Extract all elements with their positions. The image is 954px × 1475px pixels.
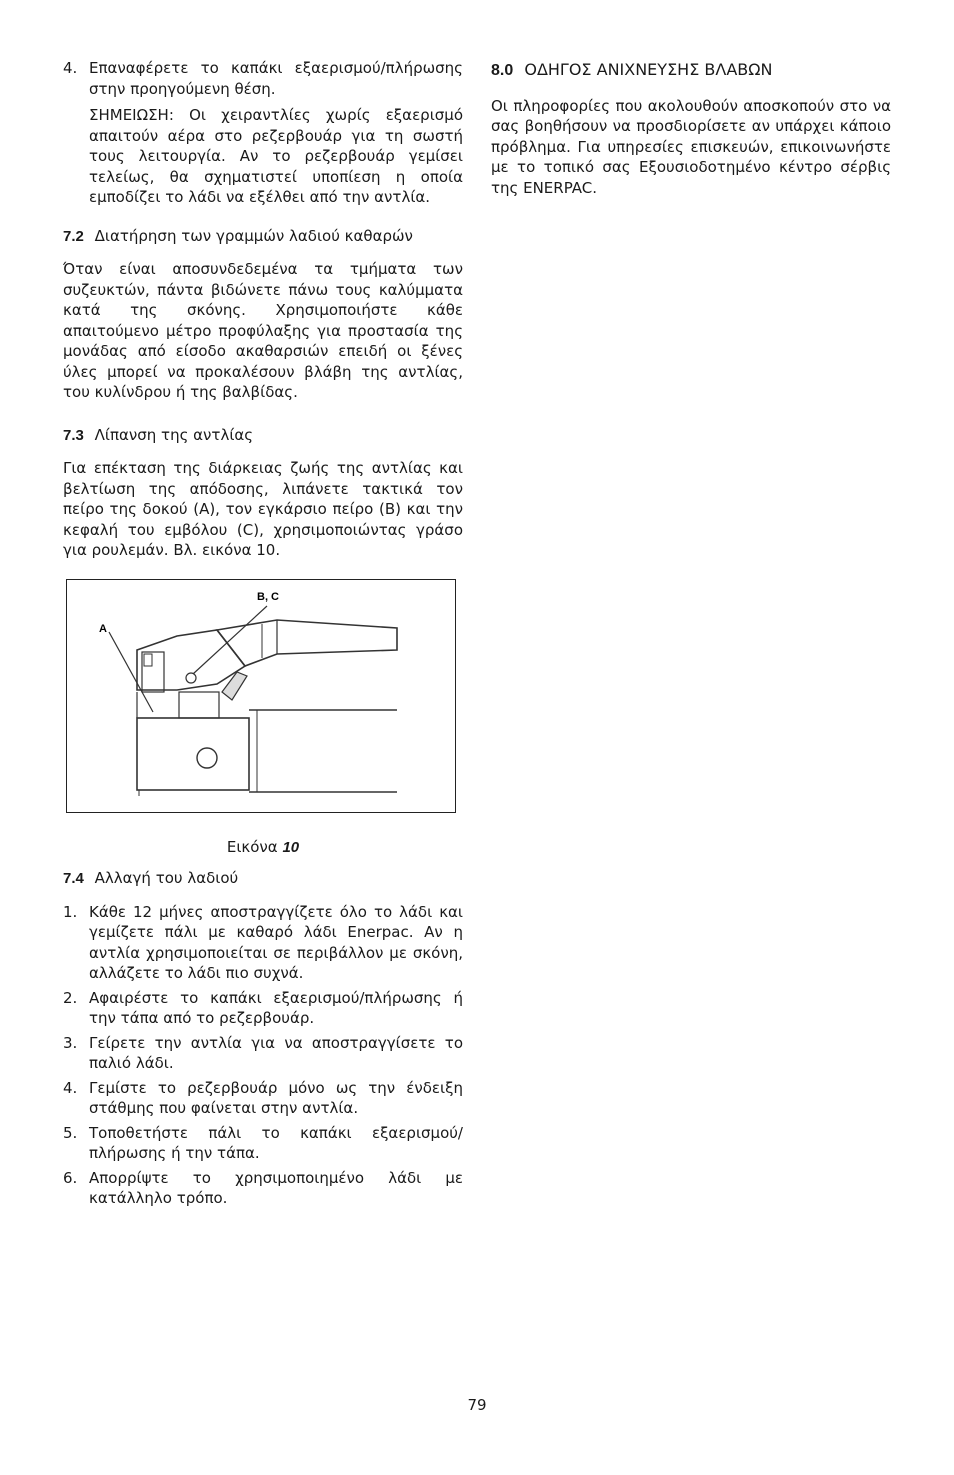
list-item bbox=[63, 58, 463, 99]
section-number: 7.3 bbox=[63, 426, 84, 444]
caption-prefix: Εικόνα bbox=[226, 837, 278, 856]
list-item bbox=[63, 1033, 463, 1074]
list-item-number: 1. bbox=[63, 902, 78, 921]
list-item bbox=[63, 1078, 463, 1119]
list-item-text: Γεμίστε το ρεζερβουάρ μόνο ως την ένδειξη στάθμης που φαίνεται στην αντλία. bbox=[89, 1078, 463, 1117]
list-item-text: Τοποθετήστε πάλι το καπάκι εξαερισμού/πλήρωσης ή την τάπα. bbox=[89, 1123, 463, 1162]
list-item-text: Αφαιρέστε το καπάκι εξαερισμού/πλήρωσης ή την τάπα από το ρεζερβουάρ. bbox=[89, 988, 463, 1027]
pump-illustration bbox=[67, 580, 455, 812]
section-number: 7.4 bbox=[63, 870, 84, 887]
list-item-text: Κάθε 12 μήνες αποστραγγίζετε όλο το λάδι και γεμίζετε πάλι με καθαρό λάδι Enerpac. Αν η αντλία χρησιμοποιείται σε περιβάλλον με σκόνη, αλλάζετε το λάδι πιο συχνά. bbox=[89, 902, 463, 982]
list-item-number: 4. bbox=[63, 1078, 78, 1097]
section-heading-8-0 bbox=[491, 60, 891, 82]
figure-label-bc: B, C bbox=[257, 590, 279, 603]
section-body-7-3: Για επέκταση της διάρκειας ζωής της αντλίας και βελτίωση της απόδοσης, λιπάνετε τακτικά τον πείρο της δοκού (A), τον εγκάρσιο πείρο (B) και την κεφαλή του εμβόλου (C), χρησιμοποιώντας γράσο για ρουλεμάν. Βλ. εικόνα 10. bbox=[63, 459, 463, 559]
list-item-number: 6. bbox=[63, 1168, 78, 1187]
right-column bbox=[491, 58, 891, 198]
list-item-text: Γείρετε την αντλία για να αποστραγγίσετε το παλιό λάδι. bbox=[89, 1033, 463, 1072]
label-bc-leader bbox=[193, 606, 267, 674]
figure-10-pump-diagram bbox=[66, 579, 456, 813]
list-item-number: 5. bbox=[63, 1123, 78, 1142]
pump-lever bbox=[222, 672, 247, 700]
section-title: Αλλαγή του λαδιού bbox=[94, 869, 239, 887]
section-number: 7.2 bbox=[63, 227, 84, 245]
list-item-number: 3. bbox=[63, 1033, 78, 1052]
caption-number: 10 bbox=[282, 838, 300, 856]
pump-head bbox=[137, 630, 245, 690]
list-item-text: Επαναφέρετε το καπάκι εξαερισμού/πλήρωσης στην προηγούμενη θέση. bbox=[89, 59, 463, 98]
note-paragraph: ΣΗΜΕΙΩΣΗ: Οι χειραντλίες χωρίς εξαερισμό απαιτούν αέρα στο ρεζερβουάρ για τη σωστή τους λειτουργία. Αν το ρεζερβουάρ γεμίσει τελείως, θα σχηματιστεί υποπίεση η οποία εμποδίζει το λάδι να εξέλθει από την αντλία. bbox=[89, 106, 463, 206]
section-title: Λίπανση της αντλίας bbox=[94, 425, 254, 444]
section-heading-7-4 bbox=[63, 868, 463, 890]
left-column bbox=[63, 58, 463, 1213]
list-item bbox=[63, 988, 463, 1029]
section-heading-7-2 bbox=[63, 226, 463, 248]
list-item bbox=[63, 1168, 463, 1209]
figure-label-a: A bbox=[99, 622, 107, 635]
list-item-number: 4. bbox=[63, 59, 78, 77]
pump-reservoir bbox=[249, 710, 397, 792]
section-heading-7-3 bbox=[63, 425, 463, 447]
section-body-8-0: Οι πληροφορίες που ακολουθούν αποσκοπούν στο να σας βοηθήσουν να προσδιορίσετε αν υπάρχει κάποιο πρόβλημα. Για υπηρεσίες επισκευών, επικοινωνήστε με το τοπικό σας Εξουσιοδοτημένο κέντρο σέρβις της ENERPAC. bbox=[491, 96, 891, 197]
list-item bbox=[63, 902, 463, 984]
list-item-text: Απορρίψτε το χρησιμοποιημένο λάδι με κατάλληλο τρόπο. bbox=[89, 1168, 463, 1207]
section-number: 8.0 bbox=[491, 62, 514, 79]
section-body-7-2: Όταν είναι αποσυνδεδεμένα τα τμήματα των συζευκτών, πάντα βιδώνετε πάνω τους καλύμματα κατά της σκόνης. Χρησιμοποιήστε κάθε απαιτούμενο μέτρο προφύλαξης για προστασία της μονάδας από είσοδο ακαθαρσιών επειδή οι ξένες ύλες μπορεί να προκαλέσουν βλάβη της αντλίας, του κυλίνδρου ή της βαλβίδας. bbox=[63, 260, 463, 401]
list-top bbox=[63, 58, 463, 99]
figure-caption bbox=[63, 837, 463, 859]
list-item bbox=[63, 1123, 463, 1164]
section-title: Διατήρηση των γραμμών λαδιού καθαρών bbox=[94, 226, 413, 245]
list-item-number: 2. bbox=[63, 988, 78, 1007]
label-a-leader bbox=[109, 632, 153, 712]
page-number: 79 bbox=[467, 1396, 487, 1414]
section-title: ΟΔΗΓΟΣ ΑΝΙΧΝΕΥΣΗΣ ΒΛΑΒΩΝ bbox=[524, 60, 773, 79]
pump-body bbox=[137, 718, 249, 790]
oil-change-steps bbox=[63, 902, 463, 1209]
